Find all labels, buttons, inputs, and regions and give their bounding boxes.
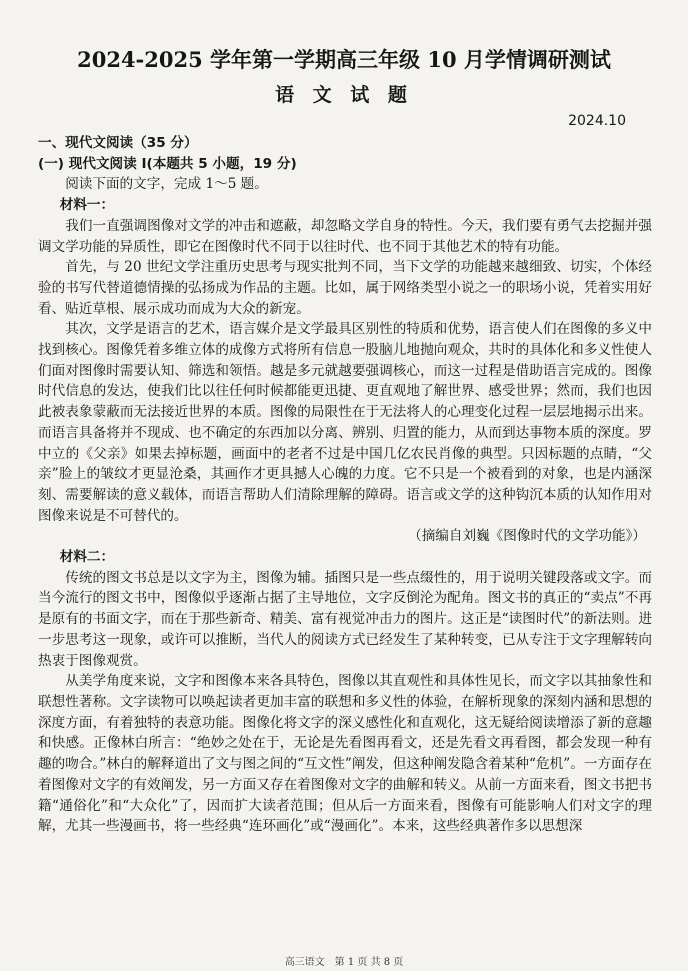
exam-subtitle: 语 文 试 题 xyxy=(275,84,413,106)
page-footer: 高三语文 第 1 页 共 8 页 xyxy=(284,957,404,968)
material-2-label: 材料二： xyxy=(59,549,115,566)
material-1-paragraph-3: 其次，文学是语言的艺术，语言媒介是文学最具区别性的特质和优势，语言使人们在图像的多义中找到核心。图像凭着多维立体的成像方式将所有信息一股脑儿地抛向观众，共时的具体化和多义性使人们面对图像时需要认知、筛选和领悟。越是多元就越要强调核心，而这一过程是借助语言完成的。图像时代信息的发达，使我们比以往任何时候都能更迅捷、更直观地了解世界、感受世界；然而，我们也因此被表象蒙蔽而无法接近世界的本质。图像的局限性在于无法将人的心理变化过程一层层地揭示出来。而语言具备将并不现成、也不确定的东西加以分离、辨别、归置的能力，从而到达事物本质的深度。罗中立的《父亲》如果去掉标题，画面中的老者不过是中国几亿农民肖像的典型。只因标题的点睛，“父亲”脸上的皱纹才更显沧桑，其画作才更具撼人心魄的力度。它不只是一个被看到的对象，也是内涵深刻、需要解读的意义载体，而语言帮助人们清除理解的障碍。语言或文学的这种钩沉本质的认知作用对图像来说是不可替代的。 xyxy=(38,321,652,524)
material-2-paragraph-1: 传统的图文书总是以文字为主，图像为辅。插图只是一些点缀性的，用于说明关键段落或文字。而当今流行的图文书中，图像似乎逐渐占据了主导地位，文字反倒沦为配角。图文书的真正的“卖点”不再是原有的书面文字，而在于那些新奇、精美、富有视觉冲击力的图片。这正是“读图时代”的新法则。进一步思考这一现象，或许可以推断，当代人的阅读方式已经发生了某种转变，已从专注于文字理解转向热衷于图像观赏。 xyxy=(38,569,652,669)
material-2-paragraph-2: 从美学角度来说，文字和图像本来各具特色，图像以其直观性和具体性见长，而文字以其抽象性和联想性著称。文字读物可以唤起读者更加丰富的联想和多义性的体验，在解析现象的深刻内涵和思想的深度方面，有着独特的表意功能。图像化将文字的深义感性化和直观化，这无疑给阅读增添了新的意趣和快感。正像林白所言：“绝妙之处在于，无论是先看图再看文，还是先看文再看图，都会发现一种有趣的吻合。”林白的解释道出了文与图之间的“互文性”阐发，但这种阐发隐含着某种“危机”。一方面存在着图像对文字的有效阐发，另一方面又存在着图像对文字的曲解和转义。从前一方面来看，图文书把书籍“通俗化”和“大众化”了，因而扩大读者范围；但从后一方面来看，图像有可能影响人们对文字的理解，尤其一些漫画书，将一些经典“连环画化”或“漫画化”。本来，这些经典著作多以思想深 xyxy=(38,673,652,835)
exam-body xyxy=(38,133,652,837)
material-1-paragraph-1: 我们一直强调图像对文学的冲击和遮蔽，却忽略文学自身的特性。今天，我们要有勇气去挖掘并强调文学功能的异质性，即它在图像时代不同于以往时代、也不同于其他艺术的特有功能。 xyxy=(38,217,652,255)
section-heading: 一、现代文阅读（35 分） xyxy=(38,135,198,151)
exam-title: 2024-2025 学年第一学期高三年级 10 月学情调研测试 xyxy=(77,47,611,72)
subsection-heading: (一) 现代文阅读 I(本题共 5 小题，19 分) xyxy=(38,155,297,172)
material-1-label: 材料一： xyxy=(59,197,115,214)
exam-date: 2024.10 xyxy=(568,113,626,129)
material-1-source: （摘编自刘巍《图像时代的文学功能》） xyxy=(408,528,646,545)
instruction-text: 阅读下面的文字，完成 1～5 题。 xyxy=(65,176,268,193)
material-1-paragraph-2: 首先，与 20 世纪文学注重历史思考与现实批判不同，当下文学的功能越来越细致、切实，个体经验的书写代替道德情操的弘扬成为作品的主题。比如，属于网络类型小说之一的职场小说，凭着实用好看、贴近草根、展示成功而成为大众的新宠。 xyxy=(38,259,652,317)
